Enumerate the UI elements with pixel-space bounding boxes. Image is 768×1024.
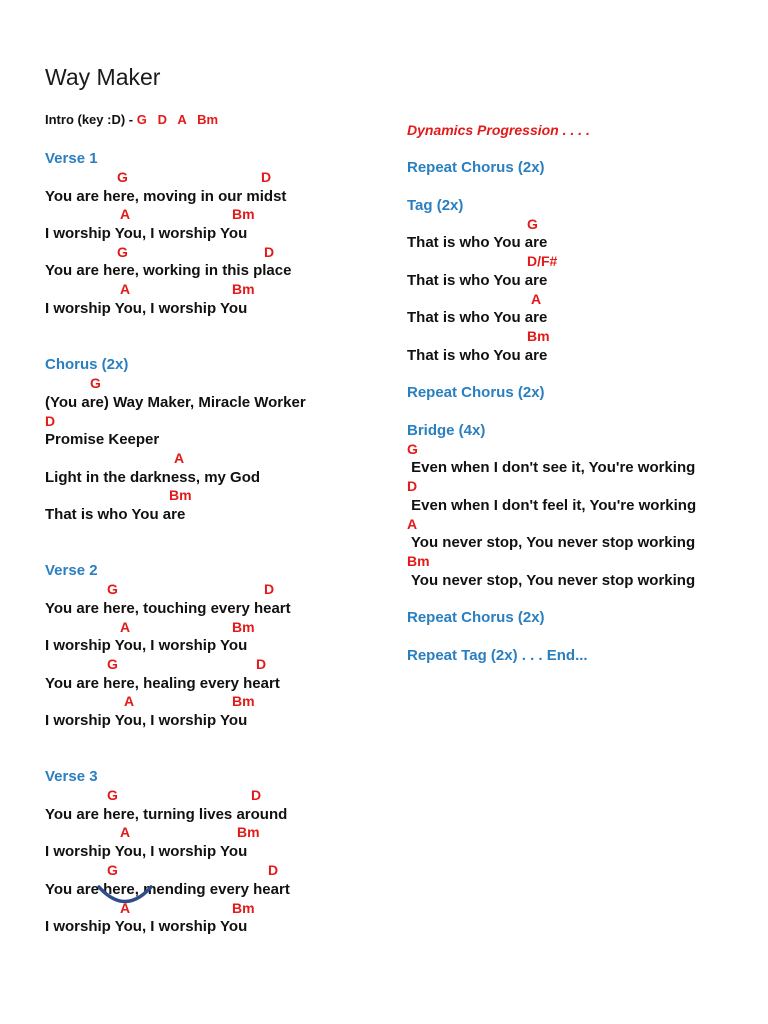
chord: Bm (407, 553, 430, 569)
chord: D (264, 581, 275, 597)
lyric-line: You are here, touching every heart (45, 600, 291, 617)
chord: G (117, 244, 128, 260)
lyric-line: I worship You, I worship You (45, 843, 248, 860)
lyric-line: That is who You are (407, 309, 548, 326)
lyric-line: Even when I don't see it, You're working (407, 459, 696, 476)
lyric-line: Promise Keeper (45, 431, 160, 448)
chord: G (527, 216, 538, 232)
lyric-line: Light in the darkness, my God (45, 469, 261, 486)
intro-chords: G D A Bm (136, 112, 219, 127)
repeat-tag-end: Repeat Tag (2x) . . . End... (407, 647, 588, 664)
chord: Bm (232, 900, 255, 916)
intro-label: Intro (key :D) - (45, 112, 137, 127)
lyric-line: That is who You are (407, 347, 548, 364)
chord: A (120, 281, 131, 297)
lyric-line: You are here, mending every heart (45, 881, 290, 898)
repeat-chorus-2: Repeat Chorus (2x) (407, 384, 545, 401)
chord: G (107, 656, 118, 672)
chord: D (268, 862, 279, 878)
chord: G (407, 441, 418, 457)
chord: D (256, 656, 267, 672)
chord: A (120, 824, 131, 840)
chord: D (407, 478, 418, 494)
chord: A (120, 900, 131, 916)
intro-line (45, 112, 218, 127)
chord: Bm (232, 693, 255, 709)
lyric-line: You are here, healing every heart (45, 675, 280, 692)
chord: D (45, 413, 56, 429)
lyric-line: Even when I don't feel it, You're working (407, 497, 697, 514)
song-title: Way Maker (45, 64, 161, 90)
verse1-heading: Verse 1 (45, 150, 98, 167)
chord: A (407, 516, 418, 532)
lyric-line: That is who You are (407, 272, 548, 289)
chord: G (90, 375, 101, 391)
chord: A (531, 291, 542, 307)
lyric-line: I worship You, I worship You (45, 637, 248, 654)
chord: A (124, 693, 135, 709)
chord: A (120, 619, 131, 635)
chord: Bm (232, 206, 255, 222)
lyric-line: You are here, moving in our midst (45, 188, 287, 205)
chorus-heading: Chorus (2x) (45, 356, 129, 373)
tag-heading: Tag (2x) (407, 197, 464, 214)
chord: D/F# (527, 253, 558, 269)
chord: G (107, 581, 118, 597)
chord: D (264, 244, 275, 260)
lyric-line: I worship You, I worship You (45, 712, 248, 729)
chord: Bm (232, 619, 255, 635)
repeat-chorus-3: Repeat Chorus (2x) (407, 609, 545, 626)
lyric-line: You never stop, You never stop working (407, 572, 696, 589)
lyric-line: That is who You are (407, 234, 548, 251)
lyric-line: You are here, turning lives around (45, 806, 288, 823)
chord: G (107, 862, 118, 878)
bridge-heading: Bridge (4x) (407, 422, 486, 439)
verse3-heading: Verse 3 (45, 768, 98, 785)
chord: D (261, 169, 272, 185)
chord: D (251, 787, 262, 803)
lyric-line: You never stop, You never stop working (407, 534, 696, 551)
repeat-chorus-1: Repeat Chorus (2x) (407, 159, 545, 176)
verse2-heading: Verse 2 (45, 562, 98, 579)
chord: G (117, 169, 128, 185)
chord: Bm (232, 281, 255, 297)
chord: Bm (237, 824, 260, 840)
lyric-line: I worship You, I worship You (45, 918, 248, 935)
lyric-line: (You are) Way Maker, Miracle Worker (45, 394, 306, 411)
chord: Bm (169, 487, 192, 503)
chord: G (107, 787, 118, 803)
dynamics-note: Dynamics Progression . . . . (407, 122, 590, 138)
lyric-line: I worship You, I worship You (45, 300, 248, 317)
chord: Bm (527, 328, 550, 344)
lyric-line: You are here, working in this place (45, 262, 292, 279)
chord: A (120, 206, 131, 222)
lyric-line: I worship You, I worship You (45, 225, 248, 242)
lyric-line: That is who You are (45, 506, 186, 523)
chord: A (174, 450, 185, 466)
